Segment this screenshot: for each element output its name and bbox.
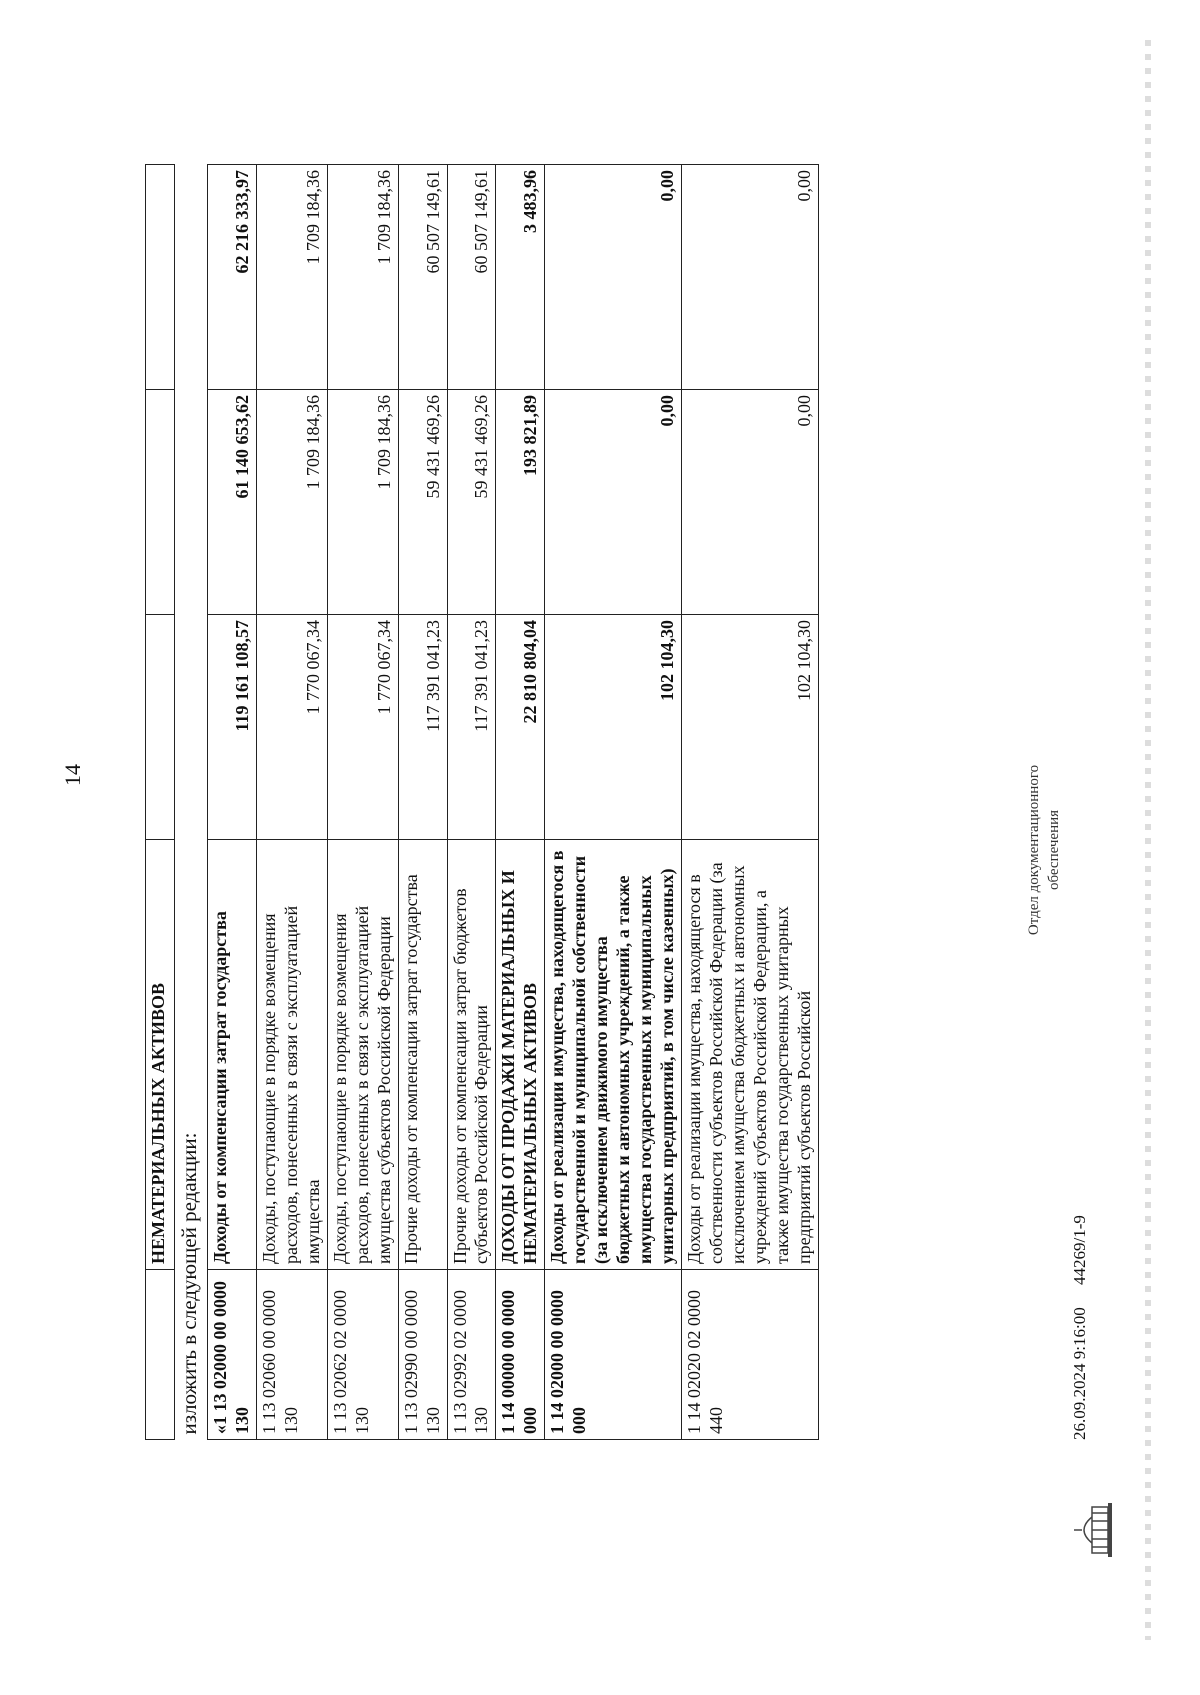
row-value-2: 1 709 184,36 — [256, 390, 327, 615]
row-name: Прочие доходы от компенсации затрат государства — [398, 840, 447, 1270]
row-value-3: 3 483,96 — [496, 165, 545, 390]
row-value-3: 1 709 184,36 — [256, 165, 327, 390]
row-value-3: 0,00 — [682, 165, 819, 390]
row-name: Доходы от реализации имущества, находящегося в государственной и муниципальной собственности (за исключением движимого имущества бюджетных и автономных учреждений, а также имущества государственных и муниципальных унитарных предприятий, в том числе казенных) — [545, 840, 682, 1270]
row-value-1: 1 770 067,34 — [256, 615, 327, 840]
heading-code-cell — [146, 1270, 175, 1440]
row-name: Доходы, поступающие в порядке возмещения расходов, понесенных в связи с эксплуатацией имущества — [256, 840, 327, 1270]
rotated-document-page — [60, 55, 1140, 1585]
row-code: 1 14 02020 02 0000 440 — [682, 1270, 819, 1440]
row-value-3: 60 507 149,61 — [398, 165, 447, 390]
row-value-2: 59 431 469,26 — [398, 390, 447, 615]
row-value-3: 1 709 184,36 — [327, 165, 398, 390]
heading-name-cell: НЕМАТЕРИАЛЬНЫХ АКТИВОВ — [146, 840, 175, 1270]
table-row — [256, 165, 327, 1440]
row-value-2: 61 140 653,62 — [208, 390, 257, 615]
footer-date: 26.09.2024 9:16:00 — [1070, 1307, 1089, 1440]
row-name: Доходы от реализации имущества, находящегося в собственности субъектов Российской Федерации (за исключением имущества бюджетных и автономных учреждений субъектов Российской Федерации, а также имущества государственных унитарных предприятий субъектов Российской — [682, 840, 819, 1270]
row-value-3: 0,00 — [545, 165, 682, 390]
row-value-3: 60 507 149,61 — [447, 165, 496, 390]
row-value-1: 22 810 804,04 — [496, 615, 545, 840]
row-value-1: 102 104,30 — [545, 615, 682, 840]
intro-row — [175, 165, 208, 1440]
table-row — [682, 165, 819, 1440]
row-name: Доходы от компенсации затрат государства — [208, 840, 257, 1270]
intro-text: изложить в следующей редакции: — [177, 1132, 201, 1435]
table-row — [208, 165, 257, 1440]
scan-edge-artifact — [1145, 40, 1151, 1640]
table-row — [447, 165, 496, 1440]
row-name: ДОХОДЫ ОТ ПРОДАЖИ МАТЕРИАЛЬНЫХ И НЕМАТЕРИАЛЬНЫХ АКТИВОВ — [496, 840, 545, 1270]
row-value-1: 1 770 067,34 — [327, 615, 398, 840]
row-name: Доходы, поступающие в порядке возмещения расходов, понесенных в связи с эксплуатацией имущества субъектов Российской Федерации — [327, 840, 398, 1270]
row-value-2: 193 821,89 — [496, 390, 545, 615]
row-value-1: 102 104,30 — [682, 615, 819, 840]
row-value-2: 0,00 — [545, 390, 682, 615]
heading-num-cell — [146, 615, 175, 840]
table-heading-row — [146, 165, 175, 1440]
heading-num-cell — [146, 165, 175, 390]
row-value-1: 119 161 108,57 — [208, 615, 257, 840]
row-value-1: 117 391 041,23 — [398, 615, 447, 840]
row-code: 1 13 02990 00 0000 130 — [398, 1270, 447, 1440]
row-code: 1 14 00000 00 0000 000 — [496, 1270, 545, 1440]
table-row — [545, 165, 682, 1440]
row-value-1: 117 391 041,23 — [447, 615, 496, 840]
table-row — [496, 165, 545, 1440]
footer-reference-number: 44269/1-9 — [1070, 1215, 1089, 1285]
row-code: 1 14 02000 00 0000 000 — [545, 1270, 682, 1440]
row-code: 1 13 02062 02 0000 130 — [327, 1270, 398, 1440]
state-duma-logo-icon — [1070, 1495, 1120, 1565]
row-code: «1 13 02000 00 0000 130 — [208, 1270, 257, 1440]
row-value-2: 59 431 469,26 — [447, 390, 496, 615]
heading-num-cell — [146, 390, 175, 615]
row-name: Прочие доходы от компенсации затрат бюджетов субъектов Российской Федерации — [447, 840, 496, 1270]
row-value-3: 62 216 333,97 — [208, 165, 257, 390]
row-value-2: 1 709 184,36 — [327, 390, 398, 615]
department-stamp: Отдел документационного обеспечения — [1026, 764, 1062, 936]
row-value-2: 0,00 — [682, 390, 819, 615]
budget-revenue-table — [145, 164, 819, 1440]
table-row — [327, 165, 398, 1440]
table-row — [398, 165, 447, 1440]
page-number: 14 — [60, 764, 85, 786]
row-code: 1 13 02060 00 0000 130 — [256, 1270, 327, 1440]
row-code: 1 13 02992 02 0000 130 — [447, 1270, 496, 1440]
